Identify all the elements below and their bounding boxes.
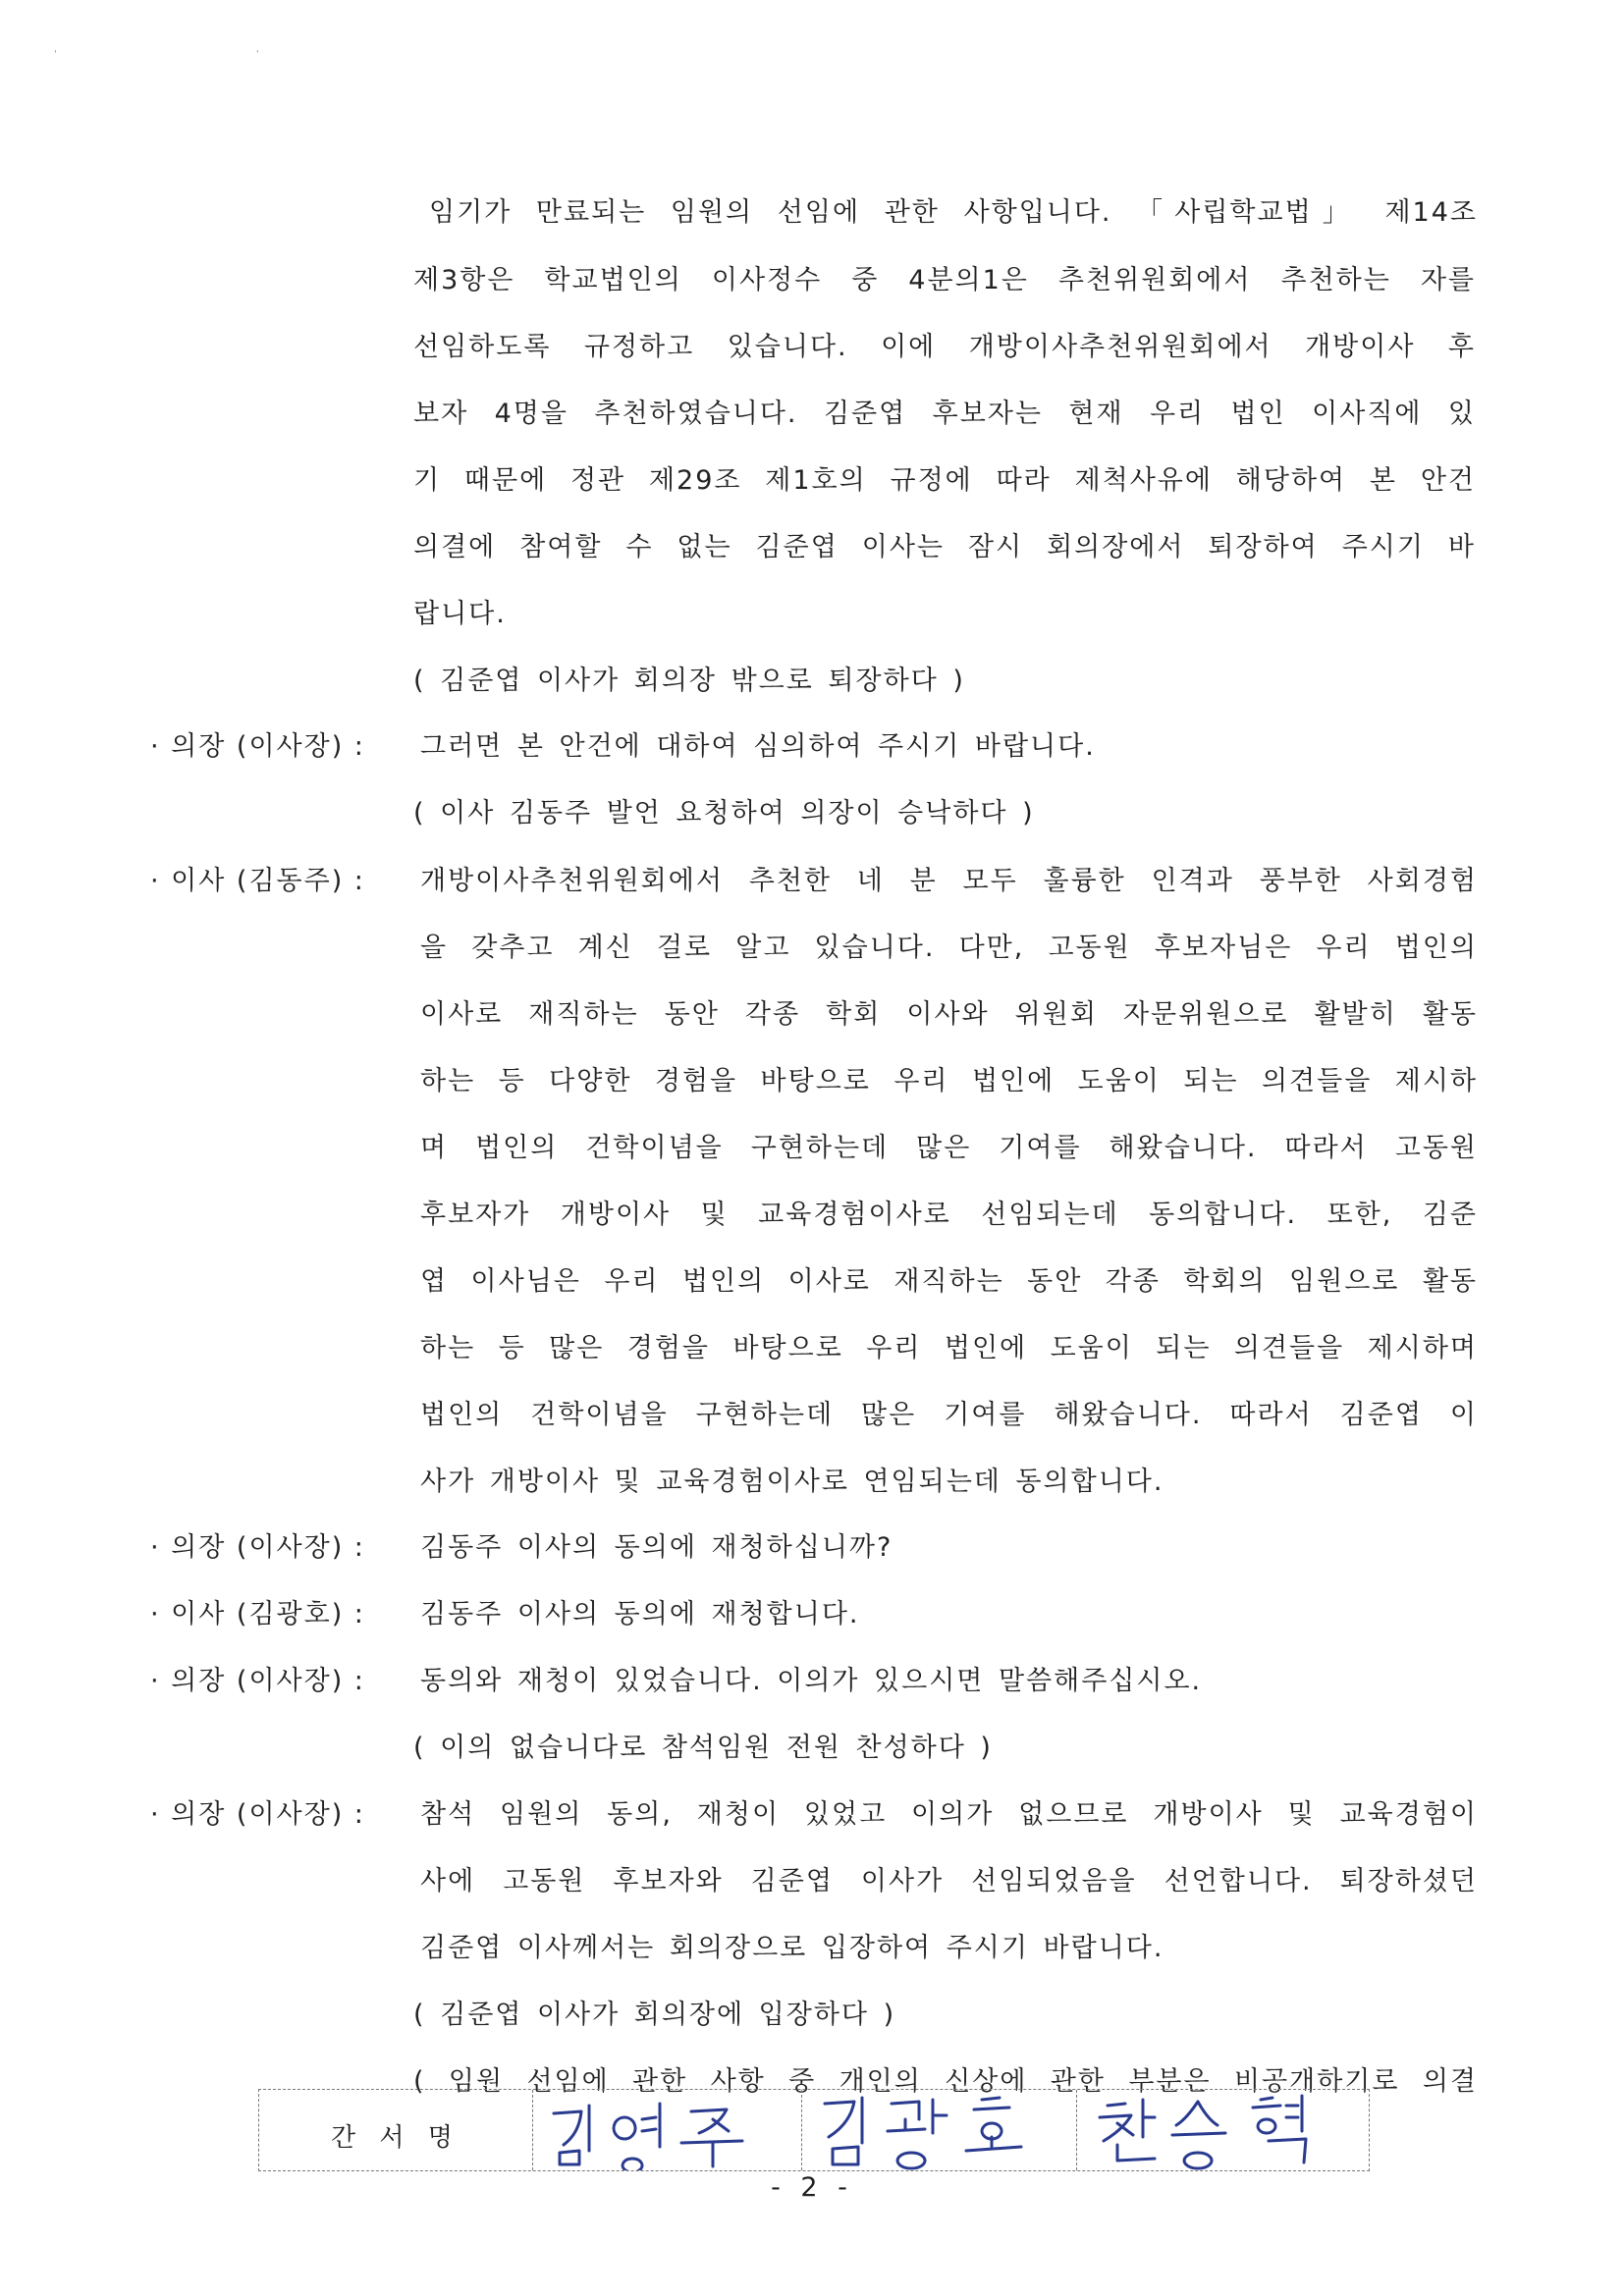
body-line: 랍니다. xyxy=(413,599,507,629)
signature-label: 간 서 명 xyxy=(331,2123,460,2153)
speech-line: 김준엽 이사께서는 회의장으로 입장하여 주시기 바랍니다. xyxy=(420,1933,1164,1963)
speech-line: 개방이사추천위원회에서 추천한 네 분 모두 훌륭한 인격과 풍부한 사회경험 xyxy=(420,866,1478,896)
body-line: 보자 4명을 추천하였습니다. 김준엽 후보자는 현재 우리 법인 이사직에 있 xyxy=(413,399,1476,429)
procedural-note: ( 김준엽 이사가 회의장에 입장하다 ) xyxy=(413,2000,896,2030)
body-line: 임기가 만료되는 임원의 선임에 관한 사항입니다. 「사립학교법」 제14조 xyxy=(429,197,1478,228)
body-line: 기 때문에 정관 제29조 제1호의 규정에 따라 제척사유에 해당하여 본 안건 xyxy=(413,465,1476,496)
handwritten-signature-3 xyxy=(1078,2090,1369,2170)
signature-cell xyxy=(1078,2090,1369,2170)
speech-line: 하는 등 많은 경험을 바탕으로 우리 법인에 도움이 되는 의견들을 제시하며 xyxy=(420,1333,1478,1363)
speech-line: 을 갖추고 계신 걸로 알고 있습니다. 다만, 고동원 후보자님은 우리 법인의 xyxy=(420,933,1478,963)
speech-line: 사가 개방이사 및 교육경험이사로 연임되는데 동의합니다. xyxy=(420,1467,1164,1497)
signature-label-cell xyxy=(259,2090,533,2170)
signature-cell xyxy=(534,2090,802,2170)
procedural-note: ( 김준엽 이사가 회의장 밖으로 퇴장하다 ) xyxy=(413,666,965,696)
speaker-label: · 의장 (이사장) : xyxy=(150,1799,365,1830)
speaker-label: · 이사 (김동주) : xyxy=(150,866,365,896)
speech-line: 그러면 본 안건에 대하여 심의하여 주시기 바랍니다. xyxy=(420,731,1096,762)
speech-line: 법인의 건학이념을 구현하는데 많은 기여를 해왔습니다. 따라서 김준엽 이 xyxy=(420,1400,1478,1430)
speech-line: 후보자가 개방이사 및 교육경험이사로 선임되는데 동의합니다. 또한, 김준 xyxy=(420,1200,1478,1230)
body-line: 의결에 참여할 수 없는 김준엽 이사는 잠시 회의장에서 퇴장하여 주시기 바 xyxy=(413,532,1476,562)
speaker-label: · 의장 (이사장) : xyxy=(150,1532,365,1563)
speaker-label: · 이사 (김광호) : xyxy=(150,1599,365,1629)
handwritten-signature-1 xyxy=(534,2090,801,2170)
scan-specks: ' ' xyxy=(54,49,357,60)
speech-line: 사에 고동원 후보자와 김준엽 이사가 선임되었음을 선언합니다. 퇴장하셨던 xyxy=(420,1866,1478,1896)
body-line: 선임하도록 규정하고 있습니다. 이에 개방이사추천위원회에서 개방이사 후 xyxy=(413,332,1476,362)
procedural-note: ( 임원 선임에 관한 사항 중 개인의 신상에 관한 부분은 비공개하기로 의결 xyxy=(413,2066,1478,2097)
speech-line: 이사로 재직하는 동안 각종 학회 이사와 위원회 자문위원으로 활발히 활동 xyxy=(420,999,1478,1030)
page-number: - 2 - xyxy=(771,2172,853,2203)
procedural-note: ( 이사 김동주 발언 요청하여 의장이 승낙하다 ) xyxy=(413,798,1035,828)
signature-box xyxy=(258,2089,1370,2171)
speaker-label: · 의장 (이사장) : xyxy=(150,1666,365,1696)
body-line: 제3항은 학교법인의 이사정수 중 4분의1은 추천위원회에서 추천하는 자를 xyxy=(413,265,1476,295)
speech-line: 동의와 재청이 있었습니다. 이의가 있으시면 말씀해주십시오. xyxy=(420,1666,1203,1696)
speech-line: 하는 등 다양한 경험을 바탕으로 우리 법인에 도움이 되는 의견들을 제시하 xyxy=(420,1066,1478,1096)
speech-line: 엽 이사님은 우리 법인의 이사로 재직하는 동안 각종 학회의 임원으로 활동 xyxy=(420,1266,1478,1297)
speech-line: 참석 임원의 동의, 재청이 있었고 이의가 없으므로 개방이사 및 교육경험이 xyxy=(420,1799,1478,1830)
signature-cell xyxy=(803,2090,1077,2170)
handwritten-signature-2 xyxy=(803,2090,1076,2170)
speech-line: 김동주 이사의 동의에 재청합니다. xyxy=(420,1599,860,1629)
speech-line: 김동주 이사의 동의에 재청하십니까? xyxy=(420,1532,893,1563)
procedural-note: ( 이의 없습니다로 참석임원 전원 찬성하다 ) xyxy=(413,1733,993,1763)
speaker-label: · 의장 (이사장) : xyxy=(150,731,365,762)
speech-line: 며 법인의 건학이념을 구현하는데 많은 기여를 해왔습니다. 따라서 고동원 xyxy=(420,1133,1478,1163)
